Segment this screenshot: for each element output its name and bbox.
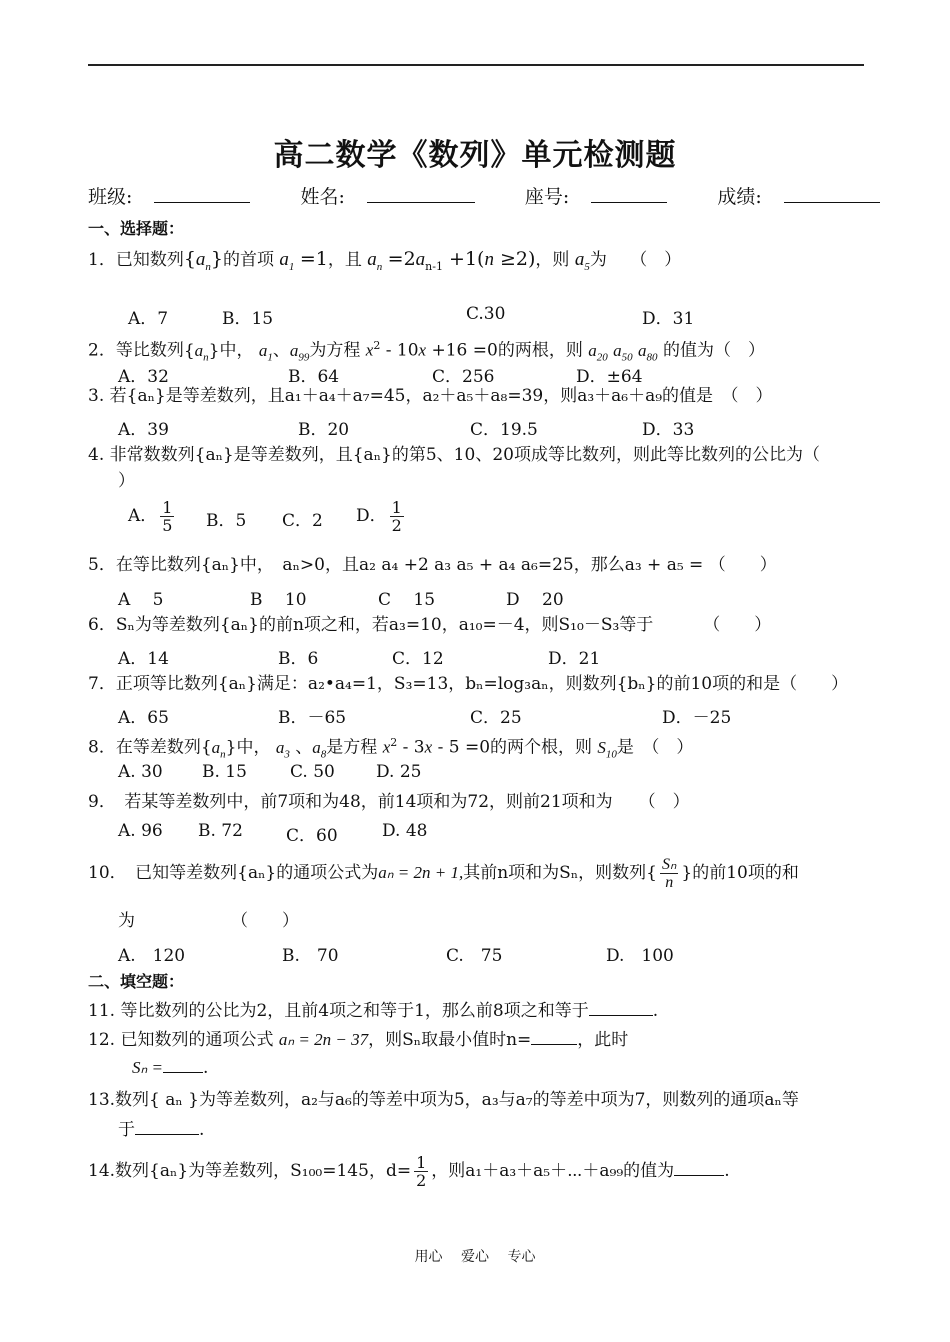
q2-option-c: C．256 <box>432 367 495 387</box>
q5-option-a: A 5 <box>118 590 164 610</box>
seat-field[interactable] <box>525 186 689 208</box>
question-2: 2．等比数列$\{a_n\}$中， $a_1$、$a_{99}$为方程 $x^2 - 10x +16 =0$的两根，则 $a_{20}$ $a_{50}$ $a_{80}$ 的值为（ ） <box>88 339 765 364</box>
q9-option-c: C．60 <box>286 826 338 846</box>
score-field[interactable] <box>717 186 901 208</box>
q7-option-b: B．－65 <box>278 708 347 728</box>
q14-answer-blank[interactable] <box>674 1175 724 1176</box>
footer-text-3: 专心 <box>507 1249 536 1265</box>
score-label: 成绩: <box>717 186 762 208</box>
question-8: 8．在等差数列$\{a_n\}$中， $a_3$ 、$a_8$是方程 $x^2 - 3x - 5 =0$的两个根，则 $S_{10}$是 （ ） <box>88 736 694 761</box>
page-footer <box>0 1246 950 1266</box>
q5-option-d: D 20 <box>506 590 564 610</box>
q7-option-c: C．25 <box>470 708 522 728</box>
q4-option-d: D． $\frac{1}{2}$ <box>356 498 402 535</box>
q1-option-d: D．31 <box>642 309 695 329</box>
student-info-row <box>88 186 924 208</box>
class-label: 班级: <box>88 186 133 208</box>
q10-option-a: A. 120 <box>118 946 186 966</box>
q13-answer-blank[interactable] <box>135 1134 199 1135</box>
q9-option-b: B. 72 <box>198 821 243 841</box>
q5-option-b: B 10 <box>250 590 307 610</box>
q2-option-b: B．64 <box>288 367 340 387</box>
q2-option-d: D．±64 <box>576 367 643 387</box>
q4-option-a: A． $\frac{1}{5}$ <box>128 498 173 535</box>
section-fill: 二、填空题： <box>88 972 185 991</box>
q7-option-a: A．65 <box>118 708 169 728</box>
question-10: 10． 已知等差数列{aₙ}的通项公式为aₙ = 2n + 1,其前n项和为Sₙ，则数列{ $\frac{\text{Sₙ}}{n}$ }的前10项的和 <box>88 856 799 891</box>
seat-label: 座号: <box>524 186 570 208</box>
question-11: 11. 等比数列的公比为2，且前4项之和等于1，那么前8项之和等于 . <box>88 1001 659 1021</box>
q10-option-b: B. 70 <box>282 946 339 966</box>
q10-option-c: C. 75 <box>446 946 503 966</box>
class-field[interactable] <box>88 186 272 208</box>
question-3: 3. 若{aₙ}是等差数列，且a₁＋a₄＋a₇=45，a₂＋a₅＋a₈=39，则a₃＋a₆＋a₉的值是 （ ） <box>88 386 773 406</box>
footer-text-1: 用心 <box>414 1249 443 1265</box>
q8-option-d: D. 25 <box>376 762 422 782</box>
q11-answer-blank[interactable] <box>589 1015 653 1016</box>
q4-option-c: C．2 <box>282 511 323 531</box>
question-14: 14.数列{aₙ}为等差数列，S₁₀₀=145，d= $\frac{1}{2}$ ，则a₁＋a₃＋a₅＋⋯＋a₉₉的值为 . <box>88 1153 730 1190</box>
q7-option-d: D．－25 <box>662 708 732 728</box>
page-title: 高二数学《数列》单元检测题 <box>273 138 677 173</box>
q1-option-a: A．7 <box>128 309 169 329</box>
q6-option-c: C．12 <box>392 649 444 669</box>
q4-option-b: B．5 <box>206 511 247 531</box>
question-13-cont: 于 . <box>118 1120 205 1140</box>
footer-text-2: 爱心 <box>461 1249 489 1265</box>
q3-option-d: D．33 <box>642 420 695 440</box>
q5-option-c: C 15 <box>378 590 436 610</box>
q8-option-b: B. 15 <box>202 762 247 782</box>
question-6: 6．Sₙ为等差数列{aₙ}的前n项之和，若a₃=10，a₁₀=－4，则S₁₀－S₃等于 （ ） <box>88 615 772 635</box>
q8-option-c: C. 50 <box>290 762 335 782</box>
q12-n-blank[interactable] <box>531 1044 577 1045</box>
question-4: 4. 非常数数列{aₙ}是等差数列，且{aₙ}的第5、10、20项成等比数列，则此等比数列的公比为（ <box>88 445 820 465</box>
q6-option-b: B．6 <box>278 649 319 669</box>
q1-option-b: B．15 <box>222 309 274 329</box>
q12-s-blank[interactable] <box>163 1072 203 1073</box>
q8-option-a: A. 30 <box>118 762 163 782</box>
q6-option-a: A．14 <box>118 649 169 669</box>
question-13: 13.数列{ aₙ }为等差数列，a₂与a₆的等差中项为5，a₃与a₇的等差中项为7，则数列的通项aₙ等 <box>88 1090 799 1110</box>
q3-option-c: C．19.5 <box>470 420 538 440</box>
question-1: 1．已知数列$\{a_n\}$的首项 $a_1 =1$，且 $a_n =2a_{n-1} +1(n \ge 2)$，则 $a_5$为 （ ） <box>88 248 682 273</box>
question-7: 7．正项等比数列{aₙ}满足：a₂•a₄=1，S₃=13，bₙ=log₃aₙ，则数列{bₙ}的前10项的和是（ ） <box>88 674 849 694</box>
q10-option-d: D. 100 <box>606 946 674 966</box>
q9-option-d: D. 48 <box>382 821 428 841</box>
question-12-cont: Sₙ = . <box>132 1058 209 1078</box>
section-choice: 一、选择题： <box>88 219 185 238</box>
q6-option-d: D．21 <box>548 649 601 669</box>
question-5: 5．在等比数列{aₙ}中， aₙ>0，且a₂ a₄ +2 a₃ a₅ + a₄ a₆=25，那么a₃ + a₅ = （ ） <box>88 555 777 575</box>
question-9: 9． 若某等差数列中，前7项和为48，前14项和为72，则前21项和为 （ ） <box>88 792 690 812</box>
q2-option-a: A．32 <box>118 367 169 387</box>
q9-option-a: A. 96 <box>118 821 163 841</box>
name-label: 姓名: <box>300 186 345 208</box>
question-12: 12. 已知数列的通项公式 aₙ = 2n − 37，则Sₙ取最小值时n= ，此时 <box>88 1030 629 1050</box>
top-rule <box>88 64 864 66</box>
question-10-cont: 为 （ ） <box>118 911 299 931</box>
q3-option-b: B．20 <box>298 420 350 440</box>
q3-option-a: A．39 <box>118 420 169 440</box>
name-field[interactable] <box>300 186 496 208</box>
question-4-cont: ） <box>118 471 135 491</box>
q1-option-c: C.30 <box>466 304 506 324</box>
